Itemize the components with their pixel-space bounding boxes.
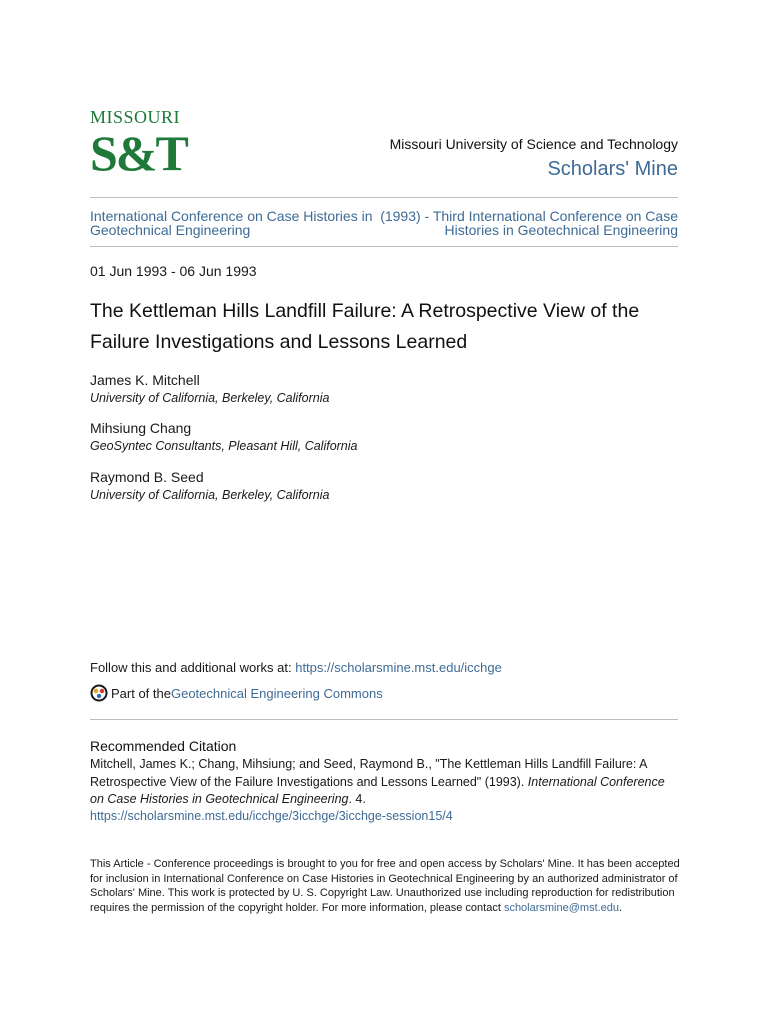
recommended-citation-heading: Recommended Citation <box>90 738 237 754</box>
author-affiliation: GeoSyntec Consultants, Pleasant Hill, California <box>90 439 358 453</box>
conference-edition-link[interactable]: (1993) - Third International Conference on Case Histories in Geotechnical Engineering <box>380 208 678 238</box>
citation-main: Mitchell, James K.; Chang, Mihsiung; and Seed, Raymond B., "The Kettleman Hills Landfill Failure: A Retrospective View of the Failure Investigations and Lessons Learned" (1993). <box>90 757 647 789</box>
part-of-text: Part of the <box>111 685 171 701</box>
citation-suffix: . 4. <box>348 792 366 806</box>
scholars-mine-link[interactable]: Scholars' Mine <box>547 158 678 180</box>
part-of-line <box>90 684 383 702</box>
conference-series-link[interactable]: International Conference on Case Histories in Geotechnical Engineering <box>90 208 373 238</box>
notice-text: This Article - Conference proceedings is brought to you for free and open access by Scholars' Mine. It has been accepted for inclusion in International Conference on Case Histories in Geotechnical Engineering by an authorized administrator of Scholars' Mine. This work is protected by U. S. Copyright Law. Unauthorized use including reproduction for redistribution requires the permission of the copyright holder. For more information, please contact <box>90 858 680 914</box>
university-name: Missouri University of Science and Technology <box>389 136 678 152</box>
collection-link[interactable]: https://scholarsmine.mst.edu/icchge <box>295 660 502 675</box>
citation-text <box>90 756 680 809</box>
paper-title: The Kettleman Hills Landfill Failure: A Retrospective View of the Failure Investigations and Lessons Learned <box>90 300 640 353</box>
follow-text: Follow this and additional works at: <box>90 660 296 675</box>
commons-link[interactable]: Geotechnical Engineering Commons <box>170 685 383 701</box>
author-name: Raymond B. Seed <box>90 469 204 485</box>
breadcrumb-bar <box>90 197 678 247</box>
network-commons-icon <box>90 684 108 702</box>
copyright-notice <box>90 857 680 915</box>
author-name: Mihsiung Chang <box>90 420 192 436</box>
missouri-st-logo[interactable] <box>90 107 187 184</box>
citation-link[interactable]: https://scholarsmine.mst.edu/icchge/3icchge/3icchge-session15/4 <box>90 809 453 823</box>
author-affiliation: University of California, Berkeley, California <box>90 391 330 405</box>
logo-main-text: S&T <box>90 125 187 181</box>
notice-end: . <box>619 901 623 914</box>
section-divider <box>90 719 678 720</box>
author-name: James K. Mitchell <box>90 372 200 388</box>
contact-email-link[interactable]: scholarsmine@mst.edu <box>503 901 620 914</box>
logo-top-text: MISSOURI <box>90 107 181 127</box>
follow-line <box>90 660 502 675</box>
conference-dates: 01 Jun 1993 - 06 Jun 1993 <box>90 263 257 279</box>
citation-venue: International Conference on Case Histories in Geotechnical Engineering <box>90 774 665 806</box>
author-affiliation: University of California, Berkeley, California <box>90 488 330 502</box>
